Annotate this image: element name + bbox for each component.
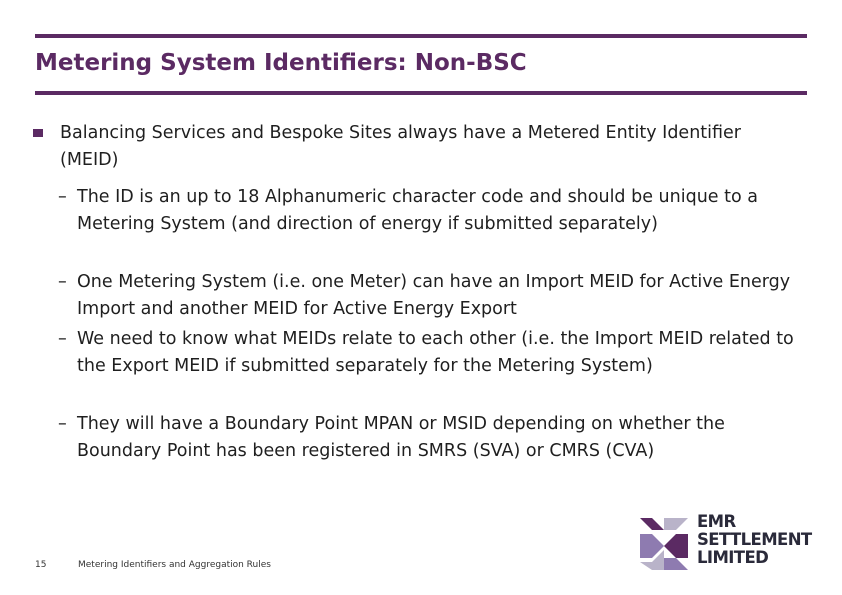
- square-bullet-icon: [33, 129, 43, 137]
- dash-marker: –: [58, 329, 67, 349]
- logo-line-emr: EMR: [697, 512, 736, 531]
- slide-title: Metering System Identifiers: Non-BSC: [35, 50, 527, 76]
- sub-bullet-text: One Metering System (i.e. one Meter) can have an Import MEID for Active Energy Import and another MEID for Active Energy Export: [77, 272, 791, 319]
- footer-text: Metering Identifiers and Aggregation Rules: [78, 560, 271, 570]
- page-number: 15: [35, 560, 47, 570]
- sub-bullet: [58, 326, 803, 380]
- main-bullet-text: Balancing Services and Bespoke Sites always have a Metered Entity Identifier (MEID): [60, 123, 741, 170]
- sub-bullet-text: They will have a Boundary Point MPAN or MSID depending on whether the Boundary Point has been registered in SMRS (SVA) or CMRS (CVA): [77, 414, 725, 461]
- dash-marker: –: [58, 414, 67, 434]
- logo-wordmark: [697, 513, 812, 567]
- logo-line-limited: LIMITED: [697, 548, 769, 567]
- dash-marker: –: [58, 187, 67, 207]
- sub-bullet: [58, 411, 803, 465]
- logo-mark-icon: [640, 518, 688, 570]
- logo-line-settlement: SETTLEMENT: [697, 530, 812, 549]
- sub-bullet: [58, 269, 803, 323]
- sub-bullet: [58, 184, 803, 238]
- dash-marker: –: [58, 272, 67, 292]
- sub-bullet-text: We need to know what MEIDs relate to each other (i.e. the Import MEID related to the Export MEID if submitted separately for the Metering System): [77, 329, 794, 376]
- sub-bullet-text: The ID is an up to 18 Alphanumeric character code and should be unique to a Metering System (and direction of energy if submitted separately): [77, 187, 758, 234]
